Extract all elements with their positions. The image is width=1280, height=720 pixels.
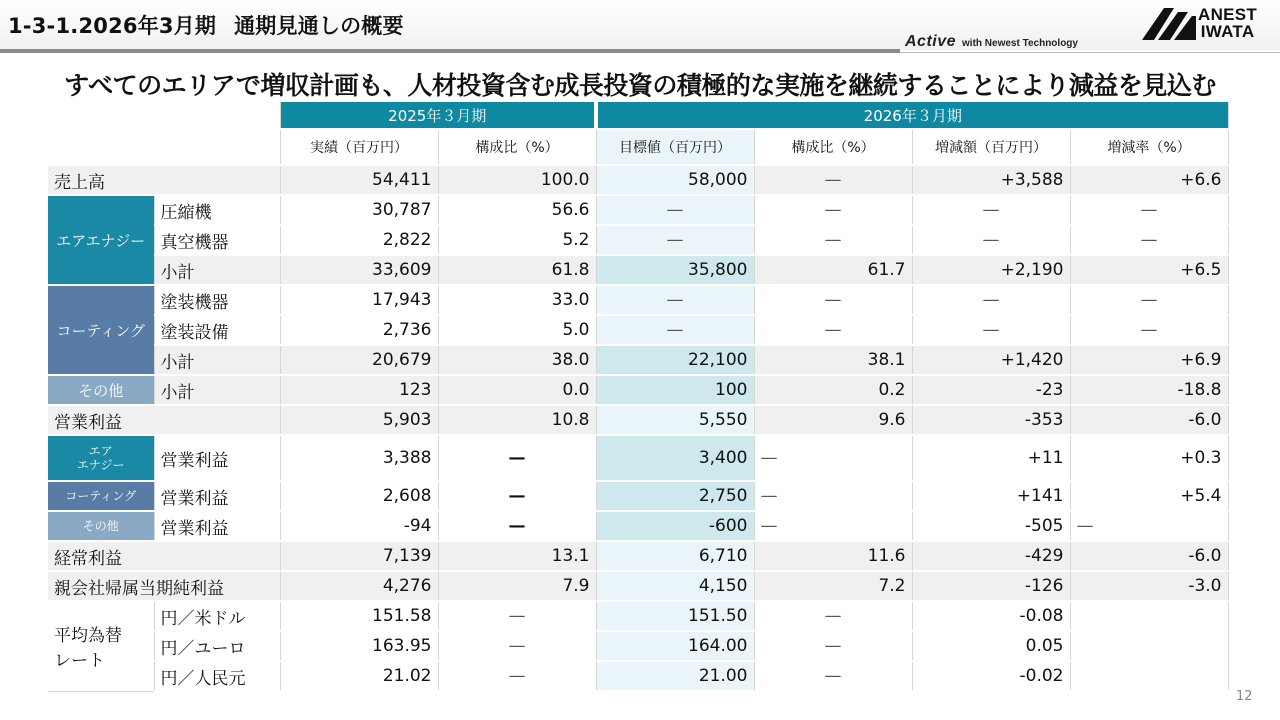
table-row-coating-equipment — [48, 285, 1228, 315]
table-cell: — — [438, 661, 596, 691]
table-cell: 61.7 — [754, 255, 912, 285]
table-cell: 13.1 — [438, 541, 596, 571]
table-cell: -6.0 — [1070, 541, 1228, 571]
row-label: 円／ユーロ — [154, 631, 280, 661]
logo-line-2: IWATA — [1200, 22, 1255, 41]
page-number: 12 — [1236, 689, 1253, 704]
category-air-energy: エアエナジー — [48, 195, 154, 285]
table-cell: — — [754, 435, 912, 481]
table-cell: — — [438, 631, 596, 661]
table-cell: — — [754, 511, 912, 541]
table-cell: 3,400 — [596, 435, 754, 481]
table-cell: 22,100 — [596, 345, 754, 375]
table-cell: +1,420 — [912, 345, 1070, 375]
row-label: 真空機器 — [154, 225, 280, 255]
table-cell: — — [596, 315, 754, 345]
table-cell: — — [754, 661, 912, 691]
header-corner — [48, 102, 280, 129]
table-cell: — — [754, 165, 912, 195]
table-cell-empty — [1070, 601, 1228, 691]
table-row-fx-eur — [48, 631, 1228, 661]
table-cell: — — [754, 631, 912, 661]
table-cell: — — [596, 285, 754, 315]
table-cell: — — [754, 601, 912, 631]
category-label-line: エア — [88, 444, 113, 458]
table-cell: -429 — [912, 541, 1070, 571]
table-row-operating-profit — [48, 405, 1228, 435]
header-rule — [0, 49, 900, 53]
table-cell: 0.2 — [754, 375, 912, 405]
table-row-air-op — [48, 435, 1228, 481]
table-cell: -3.0 — [1070, 571, 1228, 601]
table-cell: — — [438, 481, 596, 511]
table-row-vacuum — [48, 225, 1228, 255]
table-row-coating-op — [48, 481, 1228, 511]
category-coating: コーティング — [48, 285, 154, 375]
table-cell: +11 — [912, 435, 1070, 481]
table-row-other-op — [48, 511, 1228, 541]
table-cell: -6.0 — [1070, 405, 1228, 435]
anest-iwata-logo-icon — [1140, 6, 1196, 42]
col-header-change-rate: 増減率（%） — [1070, 129, 1228, 165]
period-next-header: 2026年３月期 — [596, 102, 1228, 129]
col-header-ratio-next: 構成比（%） — [754, 129, 912, 165]
table-cell: — — [1070, 195, 1228, 225]
header-corner-2 — [48, 129, 280, 165]
table-cell: 163.95 — [280, 631, 438, 661]
table-cell: 7.9 — [438, 571, 596, 601]
row-label: 塗装機器 — [154, 285, 280, 315]
table-cell: 35,800 — [596, 255, 754, 285]
row-label: 圧縮機 — [154, 195, 280, 225]
row-label-net-income: 親会社帰属当期純利益 — [48, 571, 280, 601]
table-cell: 100 — [596, 375, 754, 405]
slide-title-main: 1-3-1.2026年3月期 — [8, 14, 217, 38]
table-cell: 151.58 — [280, 601, 438, 631]
column-header-row — [48, 129, 1228, 165]
table-cell: — — [596, 225, 754, 255]
table-cell: — — [912, 315, 1070, 345]
table-cell: — — [754, 225, 912, 255]
row-label-fx — [48, 601, 154, 691]
table-cell: 5,903 — [280, 405, 438, 435]
table-cell: 4,276 — [280, 571, 438, 601]
table-cell: -18.8 — [1070, 375, 1228, 405]
table-cell: — — [1070, 225, 1228, 255]
table-cell: 6,710 — [596, 541, 754, 571]
table-cell: 61.8 — [438, 255, 596, 285]
table-cell: 2,608 — [280, 481, 438, 511]
table-cell: — — [596, 195, 754, 225]
table-cell: -94 — [280, 511, 438, 541]
table-cell: — — [754, 481, 912, 511]
table-row-compressor — [48, 195, 1228, 225]
table-cell: 164.00 — [596, 631, 754, 661]
table-cell: +6.9 — [1070, 345, 1228, 375]
active-brand-label: Active — [905, 33, 957, 50]
table-cell: — — [912, 195, 1070, 225]
table-cell: — — [912, 225, 1070, 255]
fx-label-line: 平均為替 — [54, 626, 122, 647]
table-cell: -505 — [912, 511, 1070, 541]
table-row-ordinary-profit — [48, 541, 1228, 571]
table-cell: 3,388 — [280, 435, 438, 481]
table-cell: 0.0 — [438, 375, 596, 405]
table-cell: 2,736 — [280, 315, 438, 345]
table-cell: -0.08 — [912, 601, 1070, 631]
category-other-op: その他 — [48, 511, 154, 541]
table-cell: — — [438, 511, 596, 541]
category-coating-op: コーティング — [48, 481, 154, 511]
table-row-other-subtotal — [48, 375, 1228, 405]
table-cell: 11.6 — [754, 541, 912, 571]
col-header-ratio-prev: 構成比（%） — [438, 129, 596, 165]
table-cell: 7.2 — [754, 571, 912, 601]
table-cell: +6.5 — [1070, 255, 1228, 285]
table-cell: — — [438, 601, 596, 631]
table-cell: 38.1 — [754, 345, 912, 375]
table-cell: 100.0 — [438, 165, 596, 195]
table-cell: 20,679 — [280, 345, 438, 375]
row-label: 塗装設備 — [154, 315, 280, 345]
slide-subtitle: すべてのエリアで増収計画も、人材投資含む成長投資の積極的な実施を継続することにより減益を見込む — [64, 71, 1216, 100]
table-cell: 33.0 — [438, 285, 596, 315]
table-cell: — — [754, 195, 912, 225]
table-cell: +2,190 — [912, 255, 1070, 285]
row-label: 小計 — [154, 375, 280, 405]
table-cell: 17,943 — [280, 285, 438, 315]
fx-label-line: レート — [54, 651, 105, 672]
row-label: 営業利益 — [154, 511, 280, 541]
table-cell: -600 — [596, 511, 754, 541]
table-row-fx-cny — [48, 661, 1228, 691]
col-header-actual: 実績（百万円） — [280, 129, 438, 165]
company-logo-text — [1198, 6, 1257, 40]
period-header-row — [48, 102, 1228, 129]
forecast-table — [48, 102, 1229, 692]
table-cell: -0.02 — [912, 661, 1070, 691]
row-label: 円／人民元 — [154, 661, 280, 691]
row-label: 営業利益 — [154, 481, 280, 511]
table-cell: — — [1070, 315, 1228, 345]
category-air-energy-op — [48, 435, 154, 481]
table-cell: +6.6 — [1070, 165, 1228, 195]
col-header-target: 目標値（百万円） — [596, 129, 754, 165]
row-label-sales: 売上高 — [48, 165, 280, 195]
table-cell: 7,139 — [280, 541, 438, 571]
table-cell: — — [1070, 285, 1228, 315]
table-cell: 21.00 — [596, 661, 754, 691]
table-cell: — — [1070, 511, 1228, 541]
header-rule-thin — [900, 52, 1280, 53]
table-cell: 56.6 — [438, 195, 596, 225]
row-label-operating-profit: 営業利益 — [48, 405, 280, 435]
table-cell: -23 — [912, 375, 1070, 405]
table-cell: 4,150 — [596, 571, 754, 601]
table-cell: 5.0 — [438, 315, 596, 345]
slide-title — [8, 10, 404, 40]
table-cell: 5,550 — [596, 405, 754, 435]
table-cell: +3,588 — [912, 165, 1070, 195]
table-cell: 123 — [280, 375, 438, 405]
row-label: 小計 — [154, 255, 280, 285]
table-cell: — — [754, 315, 912, 345]
active-tagline: with Newest Technology — [962, 38, 1078, 49]
table-cell: 10.8 — [438, 405, 596, 435]
table-cell: +141 — [912, 481, 1070, 511]
table-cell: 30,787 — [280, 195, 438, 225]
table-cell: 151.50 — [596, 601, 754, 631]
table-row-net-income — [48, 571, 1228, 601]
table-row-fx-usd — [48, 601, 1228, 631]
table-cell: — — [438, 435, 596, 481]
table-row-sales — [48, 165, 1228, 195]
table-cell: 38.0 — [438, 345, 596, 375]
period-prev-header: 2025年３月期 — [280, 102, 596, 129]
table-cell: — — [912, 285, 1070, 315]
table-cell: 2,750 — [596, 481, 754, 511]
table-row-coating-subtotal — [48, 345, 1228, 375]
table-cell: -353 — [912, 405, 1070, 435]
table-cell: 33,609 — [280, 255, 438, 285]
table-row-coating-systems — [48, 315, 1228, 345]
table-cell: 54,411 — [280, 165, 438, 195]
table-cell: 0.05 — [912, 631, 1070, 661]
table-cell: 9.6 — [754, 405, 912, 435]
active-brand-tag — [905, 33, 1078, 51]
table-cell: — — [754, 285, 912, 315]
table-cell: -126 — [912, 571, 1070, 601]
table-cell: 21.02 — [280, 661, 438, 691]
category-other: その他 — [48, 375, 154, 405]
table-row-air-subtotal — [48, 255, 1228, 285]
table-cell: 2,822 — [280, 225, 438, 255]
col-header-change-amount: 増減額（百万円） — [912, 129, 1070, 165]
table-cell: 58,000 — [596, 165, 754, 195]
category-label-line: エナジー — [76, 458, 125, 472]
table-cell: 5.2 — [438, 225, 596, 255]
row-label: 営業利益 — [154, 435, 280, 481]
row-label: 小計 — [154, 345, 280, 375]
logo-line-1: ANEST — [1198, 5, 1258, 24]
slide-title-sub: 通期見通しの概要 — [234, 14, 404, 38]
table-cell: +0.3 — [1070, 435, 1228, 481]
row-label-ordinary-profit: 経常利益 — [48, 541, 280, 571]
row-label: 円／米ドル — [154, 601, 280, 631]
table-cell: +5.4 — [1070, 481, 1228, 511]
